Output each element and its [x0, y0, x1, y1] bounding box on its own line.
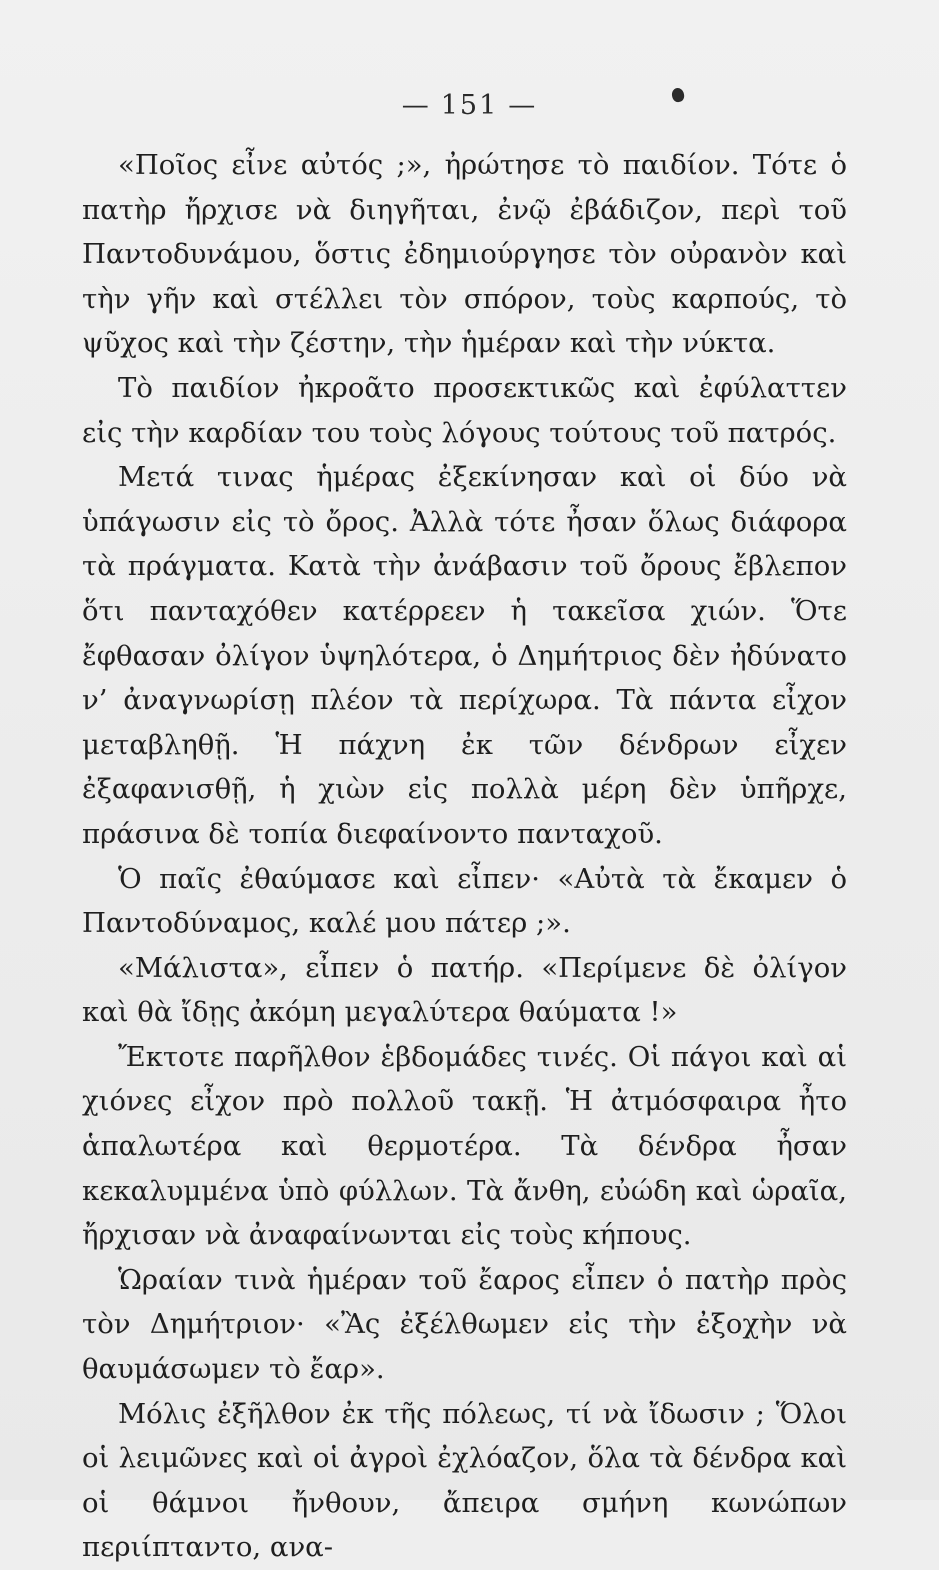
paragraph: Τὸ παιδίον ἠκροᾶτο προσεκτικῶς καὶ ἐφύλαττεν εἰς τὴν καρδίαν του τοὺς λόγους τούτους τοῦ πατρός. — [82, 371, 847, 449]
page-number: 151 — [440, 90, 499, 121]
body-text — [82, 143, 847, 1570]
paragraph: Μόλις ἐξῆλθον ἐκ τῆς πόλεως, τί νὰ ἴδωσιν ; Ὅλοι οἱ λειμῶνες καὶ οἱ ἀγροὶ ἐχλόαζον, ὅλα τὰ δένδρα καὶ οἱ θάμνοι ἤνθουν, ἄπειρα σμήνη κωνώπων περιίπταντο, ανα- — [82, 1397, 847, 1564]
paragraph: Ὡραίαν τινὰ ἡμέραν τοῦ ἔαρος εἶπεν ὁ πατὴρ πρὸς τὸν Δημήτριον· «Ἂς ἐξέλθωμεν εἰς τὴν ἐξοχὴν νὰ θαυμάσωμεν τὸ ἔαρ». — [82, 1263, 847, 1386]
paragraph: Ὁ παῖς ἐθαύμασε καὶ εἶπεν· «Αὐτὰ τὰ ἔκαμεν ὁ Παντοδύναμος, καλέ μου πάτερ ;». — [82, 862, 847, 940]
paragraph: Ἔκτοτε παρῆλθον ἑβδομάδες τινές. Οἱ πάγοι καὶ αἱ χιόνες εἶχον πρὸ πολλοῦ τακῇ. Ἡ ἀτμόσφαιρα ἦτο ἁπαλωτέρα καὶ θερμοτέρα. Τὰ δένδρα ἦσαν κεκαλυμμένα ὑπὸ φύλλων. Τὰ ἄνθη, εὐώδη καὶ ὡραῖα, ἤρχισαν νὰ ἀναφαίνωνται εἰς τοὺς κήπους. — [82, 1040, 847, 1252]
header-dash-left: — — [401, 90, 431, 121]
header-dash-right: — — [508, 90, 538, 121]
paragraph: Μετά τινας ἡμέρας ἐξεκίνησαν καὶ οἱ δύο νὰ ὑπάγωσιν εἰς τὸ ὄρος. Ἀλλὰ τότε ἦσαν ὅλως διάφορα τὰ πράγματα. Κατὰ τὴν ἀνάβασιν τοῦ ὄρους ἔβλεπον ὅτι πανταχόθεν κατέρρεεν ἡ τακεῖσα χιών. Ὅτε ἔφθασαν ὀλίγον ὑψηλότερα, ὁ Δημήτριος δὲν ἠδύνατο ν’ ἀναγνωρίσῃ πλέον τὰ περίχωρα. Τὰ πάντα εἶχον μεταβληθῇ. Ἡ πάχνη ἐκ τῶν δένδρων εἶχεν ἐξαφανισθῇ, ἡ χιὼν εἰς πολλὰ μέρη δὲν ὑπῆρχε, πράσινα δὲ τοπία διεφαίνοντο πανταχοῦ. — [82, 461, 847, 850]
page-header — [0, 90, 939, 121]
paragraph: «Ποῖος εἶνε αὐτός ;», ἠρώτησε τὸ παιδίον. Τότε ὁ πατὴρ ἤρχισε νὰ διηγῆται, ἐνῷ ἐβάδιζον, περὶ τοῦ Παντοδυνάμου, ὅστις ἐδημιούργησε τὸν οὐρανὸν καὶ τὴν γῆν καὶ στέλλει τὸν σπόρον, τοὺς καρπούς, τὸ ψῦχος καὶ τὴν ζέστην, τὴν ἡμέραν καὶ τὴν νύκτα. — [82, 149, 847, 360]
paragraph: «Μάλιστα», εἶπεν ὁ πατήρ. «Περίμενε δὲ ὀλίγον καὶ θὰ ἴδῃς ἀκόμη μεγαλύτερα θαύματα !» — [82, 951, 847, 1029]
